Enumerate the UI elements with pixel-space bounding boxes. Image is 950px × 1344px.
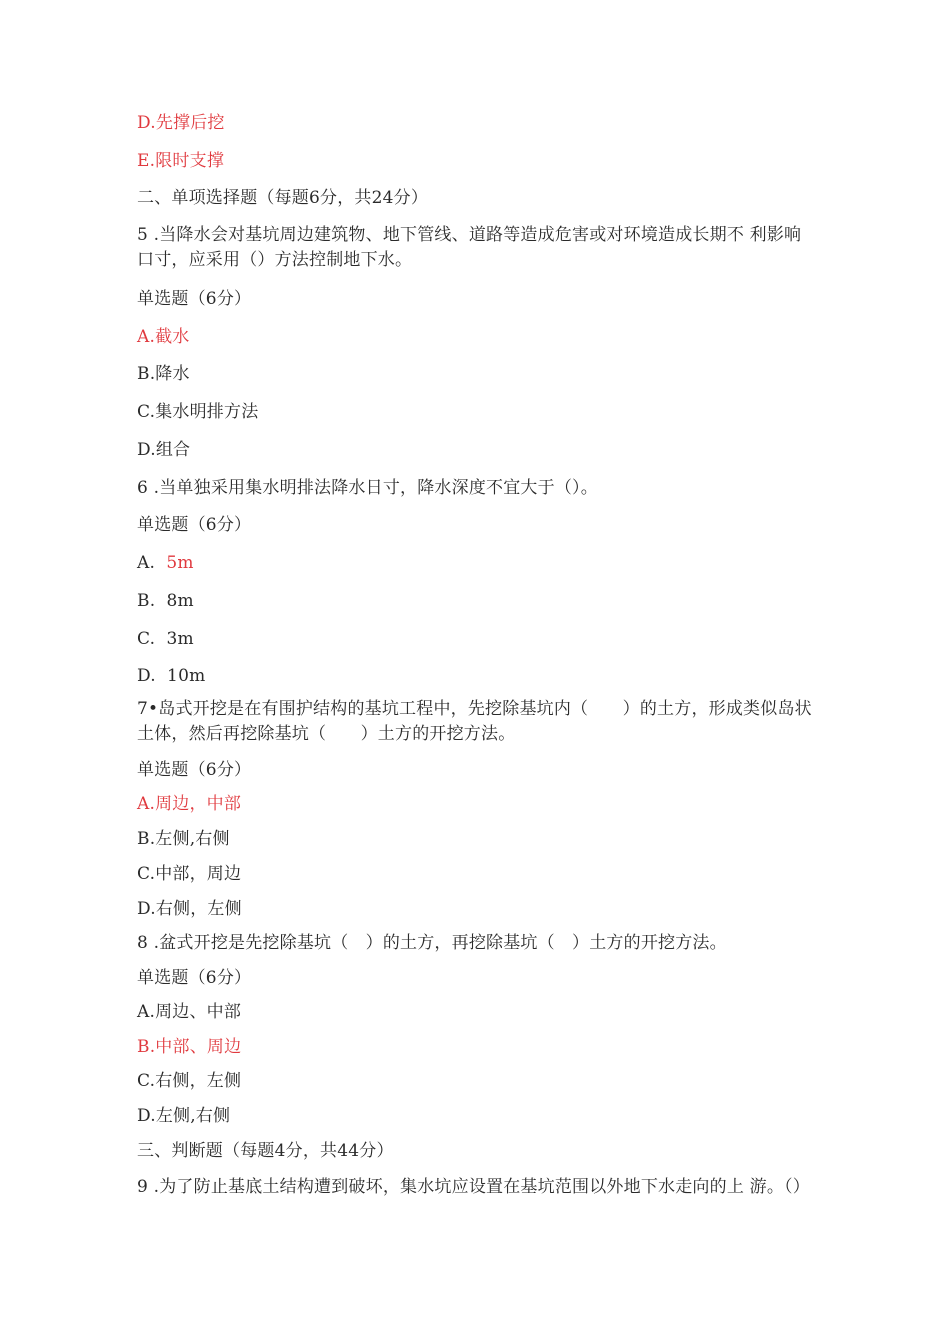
question-8-type: 单选题（6分）: [137, 968, 252, 988]
question-7-option-b: B.左侧,右侧: [137, 829, 230, 849]
question-8-stem: 8 .盆式开挖是先挖除基坑（ ）的土方，再挖除基坑（ ）土方的开挖方法。: [137, 933, 727, 953]
question-7-option-a: A.周边，中部: [137, 794, 242, 814]
question-6-option-c: [137, 629, 817, 649]
section-title-single-choice: 二、单项选择题（每题6分，共24分）: [137, 188, 429, 208]
question-5-option-d: D.组合: [137, 440, 191, 460]
question-6-option-a: [137, 553, 817, 573]
prev-option-e: E.限时支撑: [137, 151, 225, 171]
option-value: 10m: [167, 666, 206, 686]
question-5-option-a: A.截水: [137, 327, 190, 347]
question-7-type: 单选题（6分）: [137, 760, 252, 780]
option-value: 3m: [166, 629, 194, 649]
option-label: D.: [137, 666, 156, 686]
question-8-option-a: A.周边、中部: [137, 1002, 242, 1022]
prev-option-d: D.先撑后挖: [137, 113, 225, 133]
question-7-stem: 7•岛式开挖是在有围护结构的基坑工程中，先挖除基坑内（ ）的土方，形成类似岛状土体，然后再挖除基坑（ ）土方的开挖方法。: [137, 699, 812, 744]
option-label: A.: [137, 553, 156, 573]
option-value: 5m: [166, 553, 194, 573]
option-value: 8m: [166, 591, 194, 611]
option-label: C.: [137, 629, 156, 649]
question-7-option-d: D.右侧，左侧: [137, 899, 242, 919]
question-9-stem: 9 .为了防止基底土结构遭到破坏，集水坑应设置在基坑范围以外地下水走向的上 游。（）: [137, 1177, 810, 1197]
question-5-type: 单选题（6分）: [137, 289, 252, 309]
question-5-option-b: B.降水: [137, 364, 190, 384]
question-8-option-c: C.右侧，左侧: [137, 1071, 242, 1091]
question-5-option-c: C.集水明排方法: [137, 402, 259, 422]
section-title-true-false: 三、判断题（每题4分，共44分）: [137, 1141, 394, 1161]
question-6-option-b: [137, 591, 817, 611]
question-7-option-c: C.中部，周边: [137, 864, 242, 884]
question-8-option-b: B.中部、周边: [137, 1037, 242, 1057]
question-6-type: 单选题（6分）: [137, 515, 252, 535]
option-label: B.: [137, 591, 156, 611]
question-5-stem: 5 .当降水会对基坑周边建筑物、地下管线、道路等造成危害或对环境造成长期不 利影响口寸，应采用（）方法控制地下水。: [137, 225, 802, 270]
question-8-option-d: D.左侧,右侧: [137, 1106, 231, 1126]
question-6-stem: 6 .当单独采用集水明排法降水日寸，降水深度不宜大于（）。: [137, 478, 598, 498]
question-6-option-d: [137, 666, 817, 686]
